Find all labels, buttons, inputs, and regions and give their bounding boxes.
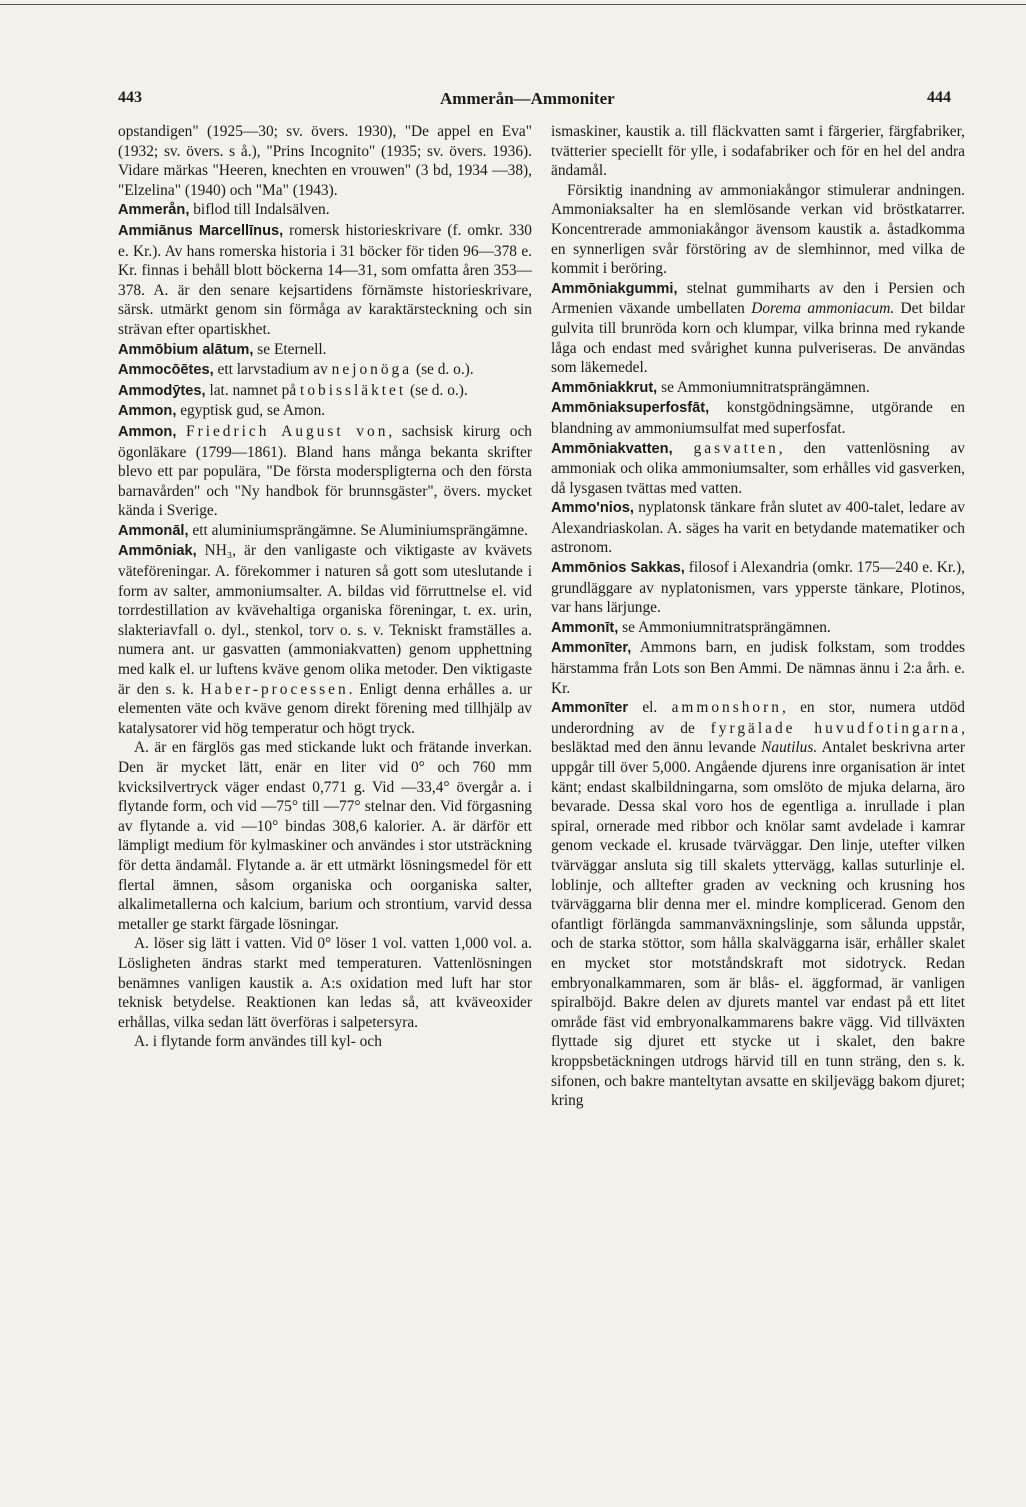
entry-text: nyplatonsk tänkare från slutet av 400-talet, ledare av Alexandriaskolan. A. säges ha varit en betydande matematiker och astronom. bbox=[551, 499, 965, 557]
left-column-paragraph bbox=[118, 381, 532, 402]
entry-text: se Eternell. bbox=[253, 340, 327, 358]
right-column-paragraph bbox=[551, 181, 965, 279]
left-column-paragraph bbox=[118, 422, 532, 521]
entry-text: romersk historieskrivare (f. omkr. 330 e. Kr.). Av hans romerska historia i 31 böcker för tiden 96—378 e. Kr. finnas i behåll blott böckerna 14—31, som omfatta åren 353—378. A. är den senare kejsartidens förnämste historieskrivare, särsk. utmärkt genom sin förmåga av karaktärsteckning och sin strävan efter opartiskhet. bbox=[118, 221, 533, 338]
entry-headword: Ammiānus Marcellīnus, bbox=[118, 222, 284, 239]
entry-headword: Ammōniaksuperfosfāt, bbox=[551, 400, 710, 417]
entry-text: ett larvstadium av bbox=[213, 361, 332, 379]
entry-text: el. bbox=[628, 699, 672, 717]
right-column-paragraph bbox=[551, 439, 965, 499]
entry-text bbox=[673, 440, 694, 457]
entry-headword: Ammon, bbox=[118, 403, 177, 420]
left-column bbox=[118, 122, 532, 1052]
entry-text: Försiktig inandning av ammoniakångor stimulerar andningen. Ammoniaksalter ha en slemlösande verkan vid bröstkatarrer. Koncentrerade ammoniakångor ävensom kaustik a. åstadkomma en synnerligen svår förstöring av de slemhinnor, med vilka de kommit i beröring. bbox=[551, 181, 965, 278]
right-column bbox=[551, 122, 965, 1111]
italic-term: Nautilus. bbox=[761, 739, 818, 757]
entry-text: filosof i Alexandria (omkr. 175—240 e. Kr.), grundläggare av nyplatonismen, vars ypperste tänkare, Plotinos, var hans lärjunge. bbox=[551, 559, 965, 617]
spaced-term: Haber-processen bbox=[200, 680, 349, 698]
left-column-paragraph bbox=[118, 521, 532, 542]
right-column-paragraph bbox=[551, 398, 965, 438]
left-column-paragraph bbox=[118, 360, 532, 381]
entry-headword: Ammōbium alātum, bbox=[118, 341, 254, 358]
left-column-paragraph bbox=[118, 934, 532, 1032]
left-column-paragraph bbox=[118, 122, 532, 200]
page-number-right: 444 bbox=[927, 89, 951, 106]
right-column-paragraph bbox=[551, 122, 965, 181]
entry-text: lat. namnet på bbox=[205, 381, 301, 399]
entry-text: ismaskiner, kaustik a. till fläckvatten samt i färgerier, färgfabriker, tvätterier speciellt för ylle, i sodafabriker och för en hel del andra ändamål. bbox=[551, 123, 965, 180]
entry-headword: Ammon, bbox=[118, 423, 177, 440]
entry-headword: Ammonāl, bbox=[118, 522, 189, 539]
spaced-term: nejonöga bbox=[331, 361, 413, 379]
entry-text: stelnat gummiharts av den i Persien och Armenien växande umbellaten bbox=[551, 279, 965, 318]
entry-text: A. löser sig lätt i vatten. Vid 0° löser 1 vol. vatten 1,000 vol. a. Lösligheten ändras starkt med temperaturen. Vattenlösningen benämnes vanligen kaustik a. A:s oxidation med luft har stor teknisk betydelse. Reaktionen kan ledas så, att kväveoxider erhållas, vilka sedan lätt överföras i salpetersyra. bbox=[118, 935, 532, 1031]
entry-text: konstgödningsämne, utgörande en blandning av ammoniumsulfat med superfosfat. bbox=[551, 399, 965, 437]
top-rule bbox=[0, 4, 1026, 5]
entry-headword: Ammōniak, bbox=[118, 543, 197, 560]
entry-text: NH₃, är den vanligaste och viktigaste av kvävets väteföreningar. A. förekommer i naturen så gott som uteslutande i form av salter, ammoniumsalter. A. bildas vid förruttnelse el. vid torrdestillation av kvävehaltiga organiska föreningar, t. ex. urin, slakteriavfall o. dyl., stenkol, torv o. s. v. Tekniskt framställes a. numera ant. ur gasvatten (ammoniakvatten) genom upphettning med kalk el. ur luftens kväve genom olika metoder. Den viktigaste är den s. k. bbox=[118, 542, 532, 698]
entry-text bbox=[176, 423, 186, 440]
left-column-paragraph bbox=[118, 1032, 532, 1052]
entry-text: , en stor, numera utdöd underordning av de bbox=[551, 699, 965, 737]
entry-text: se Ammoniumnitratsprängämnen. bbox=[657, 378, 870, 396]
entry-text: egyptisk gud, se Amon. bbox=[176, 402, 326, 420]
entry-headword: Ammōniakgummi, bbox=[551, 280, 678, 297]
spaced-term: tobissläktet bbox=[300, 381, 407, 399]
entry-headword: Ammo'nios, bbox=[551, 500, 634, 517]
entry-text: , den vattenlösning av ammoniak och olika ammoniumsalter, som erhålles vid gasverken, då lysgasen tvättas med vatten. bbox=[551, 439, 965, 497]
right-column-paragraph bbox=[551, 638, 965, 698]
entry-text: Ammons barn, en judisk folkstam, som troddes härstamma från Lots son Ben Ammi. De nämnas ännu i 2:a årh. e. Kr. bbox=[551, 639, 965, 697]
left-column-paragraph bbox=[118, 401, 532, 422]
right-column-paragraph bbox=[551, 618, 965, 639]
entry-text: se Ammoniumnitratsprängämnen. bbox=[618, 618, 831, 636]
entry-headword: Ammodȳtes, bbox=[118, 382, 206, 399]
entry-headword: Ammōnios Sakkas, bbox=[551, 560, 685, 577]
entry-text: (se d. o.). bbox=[406, 381, 468, 399]
right-column-paragraph bbox=[551, 498, 965, 558]
right-column-paragraph bbox=[551, 279, 965, 378]
entry-headword: Ammonīt, bbox=[551, 619, 619, 636]
entry-text: A. i flytande form användes till kyl- och bbox=[134, 1033, 382, 1051]
entry-text: , sachsisk kirurg och ögonläkare (1799—1861). Bland hans många bekanta skrifter blevo ett par populära, "De första moderspligterna och den första barnavården" och "Ny handbok för brunnsgäster", övers. mycket kända i Sverige. bbox=[118, 422, 533, 520]
page-number-left: 443 bbox=[118, 89, 142, 106]
entry-text: opstandigen" (1925—30; sv. övers. 1930), "De appel en Eva" (1932; sv. övers. s å.), "Prins Incognito" (1935; sv. övers. 1936). Vidare märkas "Heeren, knechten en vrouwen" (3 bd, 1934 —38), "Elzelina" (1940) och "Ma" (1943). bbox=[118, 123, 532, 199]
entry-text: biflod till Indalsälven. bbox=[189, 201, 330, 219]
spaced-term: ammonshorn bbox=[671, 699, 782, 717]
italic-term: Dorema ammoniacum. bbox=[751, 300, 895, 318]
entry-text: Det bildar gulvita till brunröda korn och klumpar, vilka brinna med rykande låga och endast med svårighet kunna pulveriseras. De användas som läkemedel. bbox=[551, 300, 965, 377]
entry-headword: Ammōniakkrut, bbox=[551, 379, 658, 396]
entry-text: A. är en färglös gas med stickande lukt och frätande inverkan. Den är mycket lätt, enär en liter vid 0° och 760 mm kvicksilvertryck väger endast 0,771 g. Vid —33,4° övergår a. i flytande form, och vid —75° till —77° stelnar den. Vid förgasning av flytande a. vid —10° bindas 308,6 kalorier. A. är därför ett lämpligt medium för kylmaskiner och användes i stor utsträckning för detta ändamål. Flytande a. är ett utmärkt lösningsmedel för ett flertal ämnen, såsom organiska och oorganiska salter, alkalimetallerna och kalcium, barium och strontium, varvid dessa metaller ge starkt färgade lösningar. bbox=[118, 739, 532, 933]
entry-text: ett aluminiumsprängämne. Se Aluminiumsprängämne. bbox=[188, 521, 528, 539]
right-column-paragraph bbox=[551, 558, 965, 618]
left-column-paragraph bbox=[118, 541, 532, 738]
entry-text: (se d. o.). bbox=[412, 361, 474, 379]
spaced-term: gasvatten bbox=[693, 439, 779, 457]
entry-headword: Ammonīter, bbox=[551, 640, 632, 657]
left-column-paragraph bbox=[118, 340, 532, 361]
left-column-paragraph bbox=[118, 738, 532, 934]
left-column-paragraph bbox=[118, 200, 532, 221]
entry-text: . Enligt denna erhålles a. ur elementen väte och kväve genom direkt förening med tillhjälp av katalysatorer vid hög temperatur och högt tryck. bbox=[118, 680, 532, 737]
entry-text: Antalet beskrivna arter uppgår till över 5,000. Angående djurens inre organisation är intet känt; endast skalbildningarna, som omslöto de mjuka delarna, äro bevarade. Dessa skal voro hos de egentliga a. inrullade i plan spiral, ornerade med ribbor och knölar samt avdelade i kamrar genom veckade el. krusade tvärväggar. Den linje, utefter vilken tvärväggar ansluta sig till skalets yttervägg, kallas suturlinje el. loblinje, och alltefter graden av veckning och krusning hos tvärväggarna blir denna mer el. mindre komplicerad. Genom den ofantligt förlängda sammanväxningslinje, som sålunda uppstår, och de starka stöttor, som hålla skalväggarna isär, erhåller skalet en mycket stor motståndskraft mot sidotryck. Redan embryonalkammaren, som är blås- el. äggformad, är vanligen spiralböjd. Bakre delen av djurets mantel var endast på ett litet område fäst vid embryonalkammarens bakre vägg. Vid tillväxten flyttade sig djuret ett stycke ut i skalet, den bakre kroppsbetäckningen utdrogs härvid till en tunn sträng, den s. k. sifonen, och bakre manteltytan avsatte en skiljevägg bakom djuret; kring bbox=[551, 739, 965, 1110]
right-column-paragraph bbox=[551, 378, 965, 399]
entry-headword: Ammerån, bbox=[118, 202, 190, 219]
right-column-paragraph bbox=[551, 698, 965, 1110]
entry-headword: Ammōniakvatten, bbox=[551, 440, 673, 457]
spaced-term: fyrgälade huvudfotingarna bbox=[710, 719, 962, 737]
entry-headword: Ammocōētes, bbox=[118, 362, 214, 379]
spaced-term: Friedrich August von bbox=[186, 422, 389, 440]
entry-headword: Ammonīter bbox=[551, 700, 629, 717]
left-column-paragraph bbox=[118, 221, 532, 340]
entry-text: , besläktad med den ännu levande bbox=[551, 719, 965, 757]
running-title: Ammerån—Ammoniter bbox=[440, 89, 615, 108]
